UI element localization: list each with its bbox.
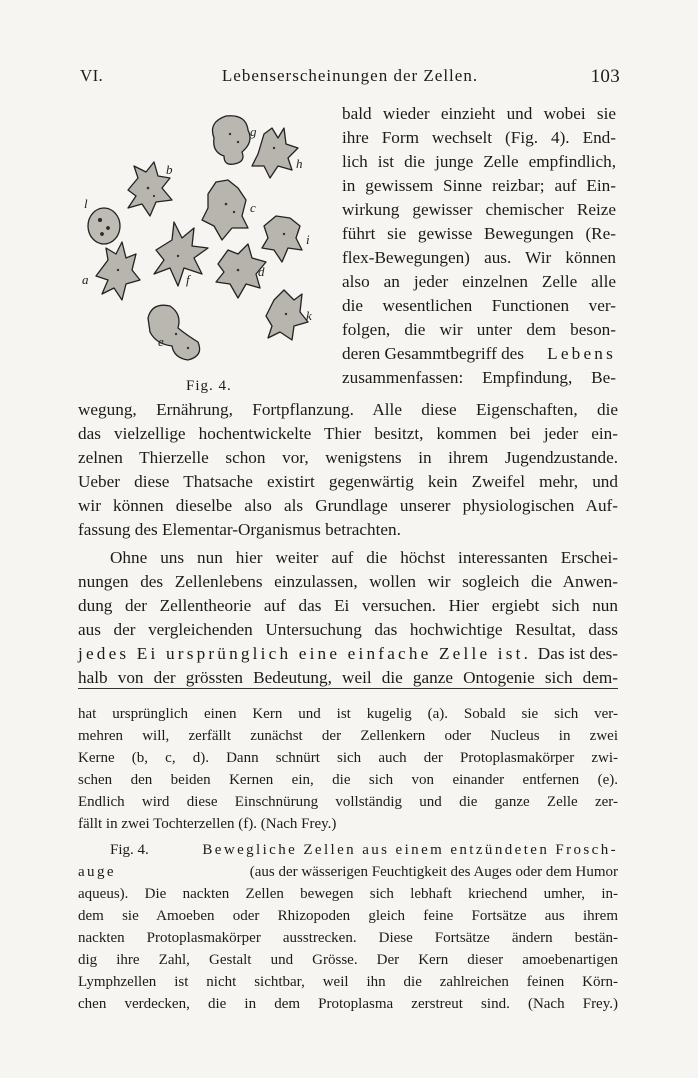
footnote-line: dem sie Amoeben oder Rhizopoden gleich feine Fortsätze aus ihrem (78, 908, 618, 924)
chapter-number: VI. (80, 66, 104, 85)
text-fragment: Das ist des- (537, 644, 618, 663)
label-i: i (306, 232, 310, 247)
page-number: 103 (590, 66, 620, 87)
label-g: g (250, 124, 257, 139)
footnote-line: schen den beiden Kernen ein, die sich von einander entfernen (e). (78, 772, 618, 788)
text-line: das vielzellige hochentwickelte Thier besitzt, kommen bei jeder ein- (78, 424, 618, 443)
footnote-line: fällt in zwei Tochterzellen (f). (Nach Frey.) (78, 816, 337, 832)
footnote-figure-ref: Fig. 4. (110, 842, 149, 858)
text-line: zusammenfassen: Empfindung, Be- (342, 368, 616, 387)
text-line: aus der vergleichenden Untersuchung das hochwichtige Resultat, dass (78, 620, 618, 639)
text-line: fassung des Elementar-Organismus betrachten. (78, 520, 401, 539)
text-line: wir können dieselbe also als Grundlage unserer physiologischen Auf- (78, 496, 618, 515)
text-line: in gewissem Sinne reizbar; auf Ein- (342, 176, 616, 195)
text-line: die wesentlichen Functionen ver- (342, 296, 616, 315)
cell-g (213, 116, 251, 165)
figure-4-illustration (78, 108, 330, 370)
footnote-line: Endlich wird diese Einschnürung vollständig und die ganze Zelle zer- (78, 794, 618, 810)
text-line: führt sie gewisse Bewegungen (Re- (342, 224, 616, 243)
footnote-line (110, 842, 618, 859)
footnote-line: chen verdecken, die in dem Protoplasma zerstreut sind. (Nach Frey.) (78, 996, 618, 1012)
running-header (80, 66, 620, 94)
running-title: Lebenserscheinungen der Zellen. (221, 66, 479, 85)
footnote-line (78, 864, 618, 881)
label-f: f (186, 272, 190, 287)
text-line: also an jeder einzelnen Zelle alle (342, 272, 616, 291)
label-b: b (166, 162, 173, 177)
text-line: folgen, die wir unter dem beson- (342, 320, 616, 339)
text-line: zelnen Thierzelle schon vor, wenigstens in ihrem Jugendzustande. (78, 448, 618, 467)
text-line: Ohne uns nun hier weiter auf die höchst interessanten Erschei- (110, 548, 618, 567)
footnote-line: hat ursprünglich einen Kern und ist kugelig (a). Sobald sie sich ver- (78, 706, 618, 722)
spaced-word: Lebens (547, 344, 616, 363)
label-a: a (82, 272, 89, 287)
footnote-line: Kerne (b, c, d). Dann schnürt sich auch der Protoplasmakörper zwi- (78, 750, 618, 766)
cell-k (266, 290, 308, 340)
cell-h (252, 128, 298, 178)
text-line: ihre Form wechselt (Fig. 4). End- (342, 128, 616, 147)
text-line: wegung, Ernährung, Fortpflanzung. Alle diese Eigenschaften, die (78, 400, 618, 419)
text-line: lich ist die junge Zelle empfindlich, (342, 152, 616, 171)
text-fragment: (aus der wässerigen Feuchtigkeit des Auges oder dem Humor (249, 864, 618, 880)
text-line: wirkung gewisser chemischer Reize (342, 200, 616, 219)
footnote-line: nackten Protoplasmakörper ausstrecken. Diese Fortsätze ändern bestän- (78, 930, 618, 946)
label-d: d (258, 264, 265, 279)
text-line: bald wieder einzieht und wobei sie (342, 104, 616, 123)
footnote-line: dig ihre Zahl, Gestalt und Grösse. Der Kern dieser amoebenartigen (78, 952, 618, 968)
spaced-emphasis: Bewegliche Zellen aus einem entzündeten Frosch- (202, 842, 618, 858)
text-line (78, 644, 618, 664)
footnote-line: Lymphzellen ist nicht sichtbar, weil ihn die zahlreichen feinen Körn- (78, 974, 618, 990)
label-c: c (250, 200, 256, 215)
text-line: dung der Zellentheorie auf das Ei versuchen. Hier ergiebt sich nun (78, 596, 618, 615)
cell-f (154, 222, 208, 286)
cell-c (202, 180, 248, 240)
spaced-emphasis: auge (78, 864, 116, 880)
label-l: l (84, 196, 88, 211)
cell-l (88, 208, 120, 244)
text-line: nungen des Zellenlebens einzulassen, wollen wir sogleich die Anwen- (78, 572, 618, 591)
cell-i (262, 216, 302, 262)
footnote-line: mehren will, zerfällt zunächst der Zellenkern oder Nucleus in zwei (78, 728, 618, 744)
text-line (342, 344, 616, 364)
footnote-line: aqueus). Die nackten Zellen bewegen sich lebhaft kriechend umher, in- (78, 886, 618, 902)
spaced-emphasis: jedes Ei ursprünglich eine einfache Zelle ist. (78, 644, 532, 663)
text-line: halb von der grössten Bedeutung, weil die ganze Ontogenie sich dem- (78, 668, 618, 687)
footnote-rule (78, 688, 618, 689)
figure-caption: Fig. 4. (186, 378, 232, 394)
cell-e (148, 305, 200, 360)
label-k: k (306, 308, 312, 323)
text-line: Ueber diese Thatsache existirt gegenwärtig kein Zweifel mehr, und (78, 472, 618, 491)
text-fragment: deren Gesammtbegriff des (342, 344, 524, 363)
label-h: h (296, 156, 303, 171)
label-e: e (158, 334, 164, 349)
text-line: flex-Bewegungen) aus. Wir können (342, 248, 616, 267)
